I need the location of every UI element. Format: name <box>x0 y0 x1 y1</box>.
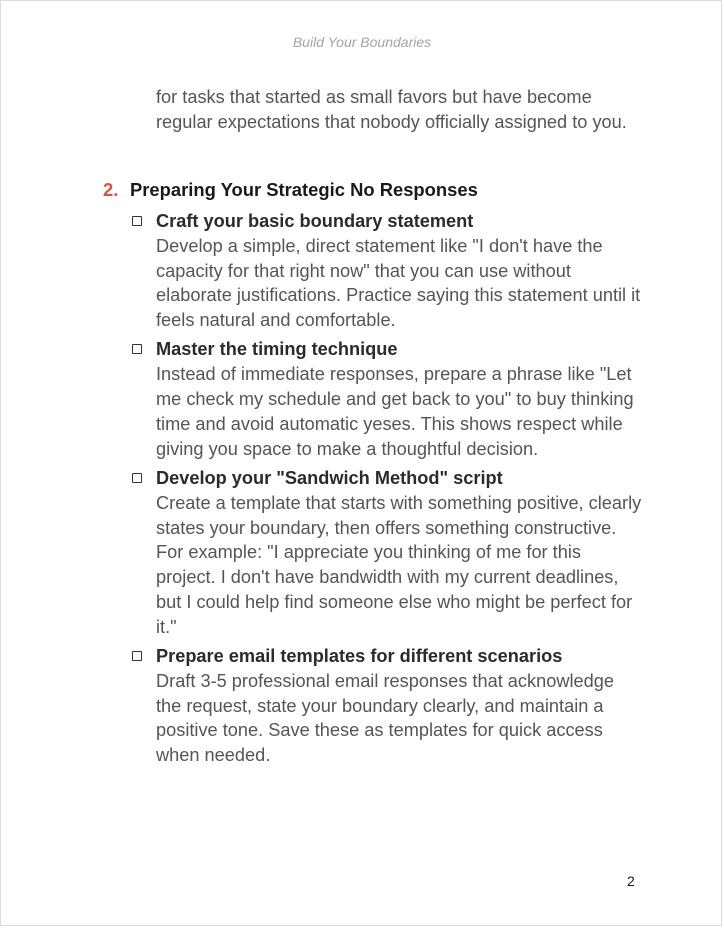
section-title: Preparing Your Strategic No Responses <box>130 179 478 200</box>
running-header: Build Your Boundaries <box>292 34 432 50</box>
checklist-item <box>131 337 643 461</box>
checklist-item-title: Develop your "Sandwich Method" script <box>156 467 503 488</box>
checklist-item-description: Instead of immediate responses, prepare a phrase like "Let me check my schedule and get back to you" to buy thinking time and avoid automatic yeses. This shows respect while giving you space to make a thoughtful decision. <box>156 364 634 459</box>
checklist-item-title: Craft your basic boundary statement <box>156 211 474 231</box>
checklist-item <box>131 644 643 768</box>
page-number: 2 <box>627 873 635 889</box>
section-heading <box>103 178 643 202</box>
checklist-item <box>131 466 643 640</box>
checklist-item-description: Develop a simple, direct statement like "I don't have the capacity for that right now" that you can use without elaborate justifications. Practice saying this statement until it feels natural and comfortable. <box>156 235 641 331</box>
checklist <box>131 209 643 773</box>
section-number: 2. <box>103 179 119 200</box>
checklist-item-title: Master the timing technique <box>156 339 398 360</box>
checkbox-icon[interactable] <box>132 651 142 661</box>
checkbox-icon[interactable] <box>132 344 142 354</box>
checklist-item <box>131 209 643 333</box>
section-preparing-strategic-no-responses <box>103 178 643 766</box>
checkbox-icon[interactable] <box>132 216 142 226</box>
checklist-item-description: Create a template that starts with something positive, clearly states your boundary, then offers something constructive. For example: "I appreciate you thinking of me for this project. I don't have bandwidth with my current deadlines, but I could help find someone else who might be perfect for it." <box>156 492 642 637</box>
continuation-paragraph: for tasks that started as small favors but have become regular expectations that nobody officially assigned to you. <box>156 87 627 132</box>
checkbox-icon[interactable] <box>132 473 142 483</box>
checklist-item-description: Draft 3-5 professional email responses that acknowledge the request, state your boundary clearly, and maintain a positive tone. Save these as templates for quick access when needed. <box>156 670 614 766</box>
checklist-item-title: Prepare email templates for different scenarios <box>156 646 563 667</box>
